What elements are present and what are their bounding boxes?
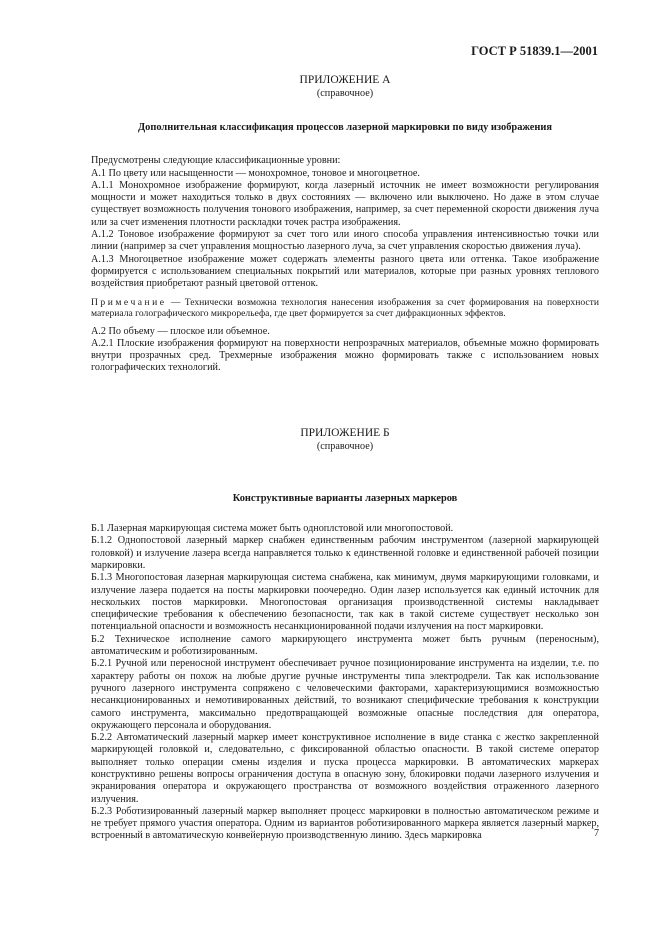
note-text: — Технически возможна технология нанесения изображения за счет формирования на поверхности материала голографического микрорельефа, где цвет формируется за счет дифракционных эффектов. — [91, 296, 599, 320]
paragraph: Б.2.2 Автоматический лазерный маркер имеет конструктивное исполнение в виде станка с жестко закрепленной маркирующей головкой и, следовательно, с фиксированной областью опасности. В такой системе оператор выполняет только операции смены изделия и пуска процесса маркировки. В автоматических маркерах конструктивно решены вопросы ограничения доступа в опасную зону, блокировки подачи лазерного излучения и экранирования оператора и окружающего пространства от возможного воздействия отраженного лазерного излучения. — [91, 732, 599, 805]
paragraph: А.1.2 Тоновое изображение формируют за счет того или иного способа управления интенсивностью точки или линии (например за счет управления мощностью лазерного луча, за счет управления скоростью движения луча). — [91, 229, 599, 253]
paragraph: Б.2.3 Роботизированный лазерный маркер выполняет процесс маркировки в полностью автоматическом режиме и не требует прямого участия оператора. Одним из вариантов роботизированного маркера является лазерный маркер, встроенный в автоматическую конвейерную производственную линию. Здесь маркировка — [91, 805, 599, 842]
appendix-a-title: ПРИЛОЖЕНИЕ А — [299, 74, 391, 86]
document-id: ГОСТ Р 51839.1—2001 — [471, 44, 598, 58]
page-number: 7 — [594, 828, 599, 839]
paragraph: Б.2.1 Ручной или переносной инструмент обеспечивает ручное позиционирование инструмента на изделии, т.е. по характеру работы он похож на любые другие ручные инструменты типа электродрели. Так как использование ручного лазерного инструмента сопряжено с человеческими факторами, характеризующимися возможностью несанкционированных и немотивированных действий, то возникают специфические требования к конструкции самого инструмента, максимально предотвращающей возможные опасные последствия для оператора, окружающего персонала и оборудования. — [91, 658, 599, 731]
paragraph: А.1 По цвету или насыщенности — монохромное, тоновое и многоцветное. — [91, 167, 420, 179]
paragraph: А.1.1 Монохромное изображение формируют, когда лазерный источник не имеет возможности регулирования мощности и может находиться только в двух состояниях — включено или выключено. Но даже в этом случае существует возможность получения тонового изображения, например, за счет переменной скорости движения луча или за счет изменения плотности раскладки точек растра изображения. — [91, 179, 599, 228]
page-content — [91, 74, 599, 843]
note — [91, 297, 599, 320]
note-label: Примечание — [91, 296, 167, 308]
appendix-b-heading: Конструктивные варианты лазерных маркеров — [232, 492, 458, 504]
paragraph: Б.2 Техническое исполнение самого маркирующего инструмента может быть ручным (переносным), автоматическим и роботизированным. — [91, 633, 599, 658]
paragraph: Б.1.3 Многопостовая лазерная маркирующая система снабжена, как минимум, двумя маркирующими головками, и излучение лазера подается на посты маркировки поочередно. Один лазер используется как единый источник для нескольких постов маркировки. Многопостовая организация производственной системы накладывает специфические требования к обеспечению безопасности, так как в такой системе существует несколько зон потенциальной опасности и возможность несанкционированной подачи излучения на пост маркировки. — [91, 572, 599, 633]
appendix-b-title: ПРИЛОЖЕНИЕ Б — [300, 426, 390, 439]
appendix-a-heading: Дополнительная классификация процессов лазерной маркировки по виду изображения — [137, 122, 552, 133]
paragraph: Б.1 Лазерная маркирующая система может быть одноплстовой или многопостовой. — [91, 523, 454, 535]
paragraph: Предусмотрены следующие классификационные уровни: — [91, 155, 341, 167]
paragraph: Б.1.2 Однопостовой лазерный маркер снабжен единственным рабочим инструментом (лазерной маркирующей головкой) и излучение лазера всегда направляется только к единственной головке и единственной рабочей позиции маркировки. — [91, 535, 599, 571]
appendix-a-subtitle: (справочное) — [316, 88, 374, 99]
paragraph: А.2 По объему — плоское или объемное. — [91, 325, 270, 337]
paragraph: А.1.3 Многоцветное изображение может содержать элементы разного цвета или оттенка. Такое изображение формируется с использованием специальных покрытий или материалов, которые при разных уровнях теплового воздействия приобретают разный цветовой оттенок. — [91, 253, 599, 290]
appendix-b-subtitle: (справочное) — [316, 440, 374, 452]
paragraph: А.2.1 Плоские изображения формируют на поверхности непрозрачных материалов, объемные можно формировать внутри прозрачных сред. Трехмерные изображения можно формировать также с использованием новых голографических технологий. — [91, 337, 599, 374]
